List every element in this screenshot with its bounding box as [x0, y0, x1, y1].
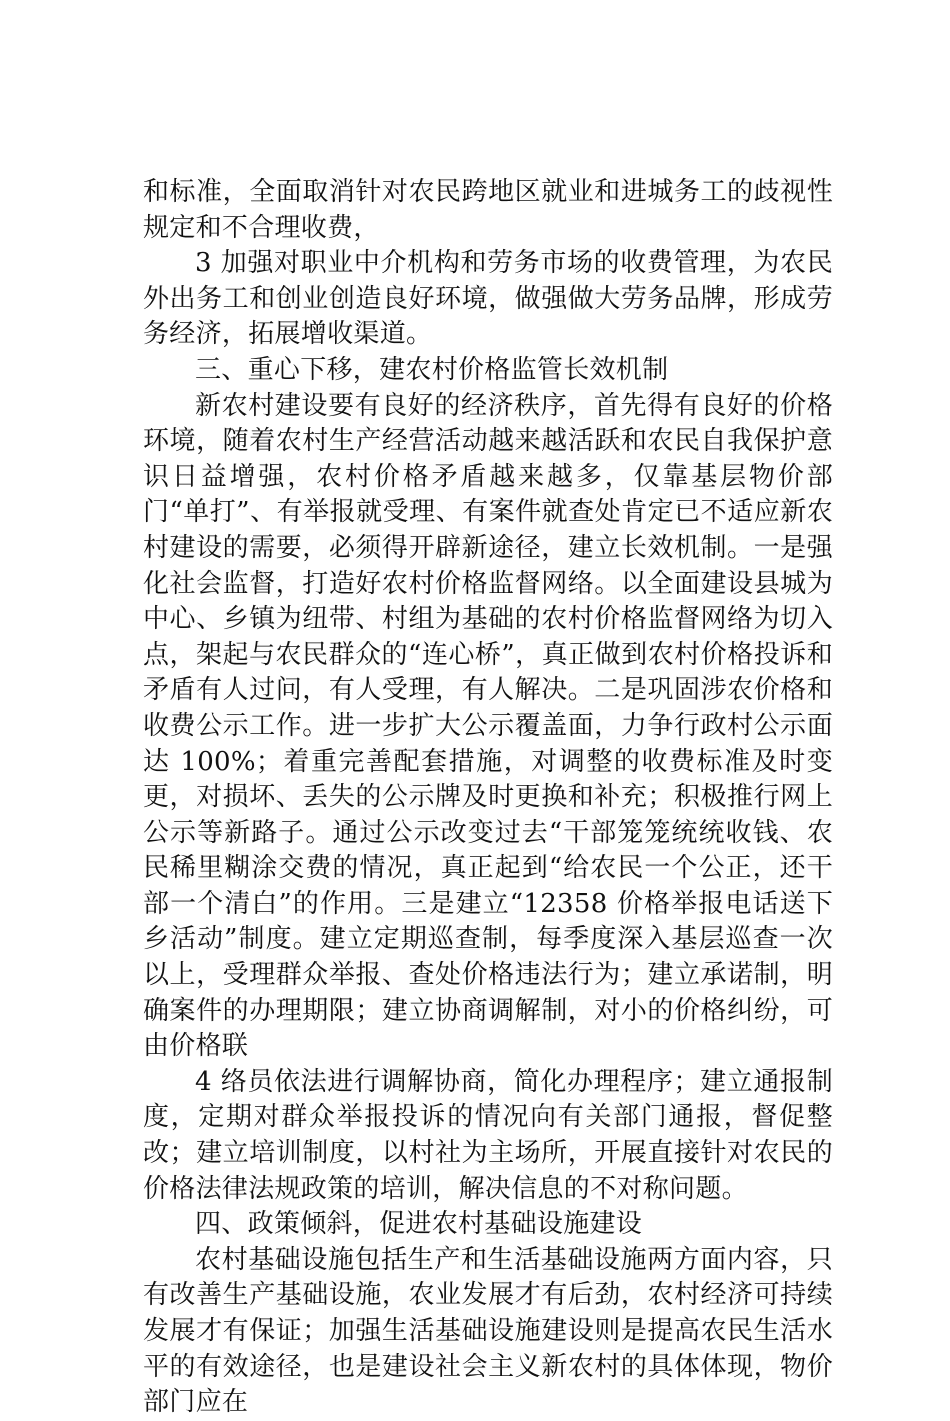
- section-heading-4: 四、政策倾斜，促进农村基础设施建设: [195, 1209, 643, 1240]
- document-body: [143, 175, 833, 1421]
- paragraph-continuation: 和标准，全面取消针对农民跨地区就业和进城务工的歧视性规定和不合理收费，: [143, 177, 833, 243]
- paragraph-infrastructure: 农村基础设施包括生产和生活基础设施两方面内容，只有改善生产基础设施，农业发展才有后劲，农村经济可持续发展才有保证；加强生活基础设施建设则是提高农民生活水平的有效途径，也是建设社会主义新农村的具体体现，物价部门应在: [143, 1244, 833, 1418]
- paragraph-price-supervision: 新农村建设要有良好的经济秩序，首先得有良好的价格环境，随着农村生产经营活动越来越活跃和农民自我保护意识日益增强，农村价格矛盾越来越多，仅靠基层物价部门“单打”、有举报就受理、有案件就查处肯定已不适应新农村建设的需要，必须得开辟新途径，建立长效机制。一是强化社会监督，打造好农村价格监督网络。以全面建设县城为中心、乡镇为纽带、村组为基础的农村价格监督网络为切入点，架起与农民群众的“连心桥”，真正做到农村价格投诉和矛盾有人过问，有人受理，有人解决。二是巩固涉农价格和收费公示工作。进一步扩大公示覆盖面，力争行政村公示面达 100%；着重完善配套措施，对调整的收费标准及时变更，对损坏、丢失的公示牌及时更换和补充；积极推行网上公示等新路子。通过公示改变过去“干部笼笼统统收钱、农民稀里糊涂交费的情况，真正起到“给农民一个公正，还干部一个清白”的作用。三是建立“12358 价格举报电话送下乡活动”制度。建立定期巡查制，每季度深入基层巡查一次以上，受理群众举报、查处价格违法行为；建立承诺制，明确案件的办理期限；建立协商调解制，对小的价格纠纷，可由价格联: [143, 390, 833, 1062]
- section-heading-3: 三、重心下移，建农村价格监管长效机制: [195, 354, 669, 385]
- paragraph-item-3: 3 加强对职业中介机构和劳务市场的收费管理，为农民外出务工和创业创造良好环境，做强做大劳务品牌，形成劳务经济，拓展增收渠道。: [143, 248, 833, 350]
- paragraph-item-4: 4 络员依法进行调解协商，简化办理程序；建立通报制度，定期对群众举报投诉的情况向有关部门通报，督促整改；建立培训制度，以村社为主场所，开展直接针对农民的价格法律法规政策的培训，解决信息的不对称问题。: [143, 1066, 833, 1204]
